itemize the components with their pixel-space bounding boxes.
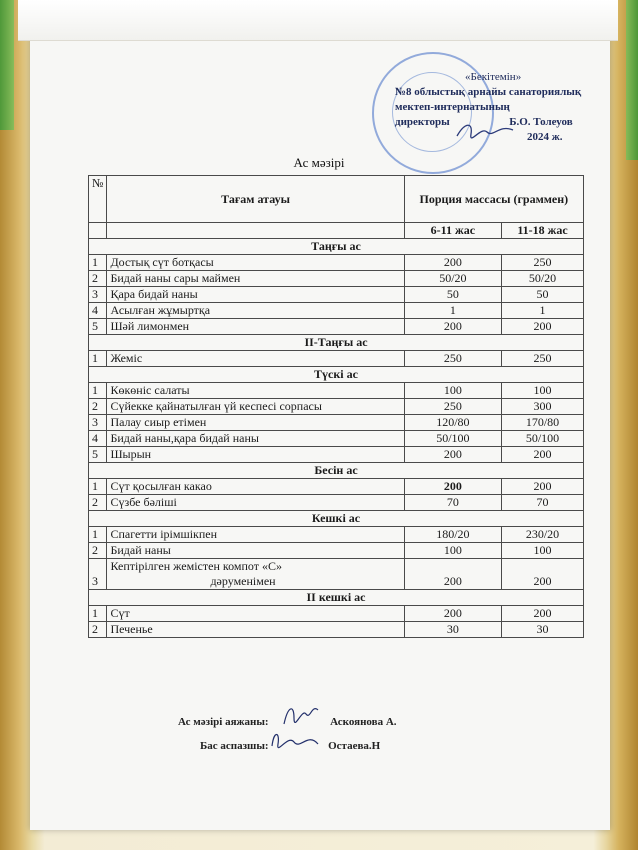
row-number: 1: [89, 479, 107, 495]
dish-name: Қара бидай наны: [110, 287, 198, 301]
portion-6-11: 200: [404, 559, 501, 590]
dish-name: Шәй лимонмен: [110, 319, 190, 333]
row-number: 1: [89, 383, 107, 399]
dish-name-cell: [107, 303, 404, 319]
table-row: [89, 559, 584, 590]
header-dish-name: Тағам атауы: [107, 176, 404, 223]
row-number: 1: [89, 351, 107, 367]
portion-6-11: 200: [404, 319, 501, 335]
header-portion: Порция массасы (граммен): [404, 176, 583, 223]
section-title: II кешкі ас: [89, 590, 584, 606]
dish-name: Сүт қосылған какао: [110, 479, 212, 493]
row-number: 3: [89, 559, 107, 590]
age-row-num-cell: [89, 223, 107, 239]
dish-name: Шырын: [110, 447, 152, 461]
table-row: [89, 622, 584, 638]
section-title: Бесін ас: [89, 463, 584, 479]
dish-name-cell: [107, 543, 404, 559]
section-title: Кешкі ас: [89, 511, 584, 527]
approval-date: 2024 ж.: [527, 131, 563, 143]
dish-name-cell: [107, 415, 404, 431]
dish-name-cell: [107, 495, 404, 511]
portion-6-11: 30: [404, 622, 501, 638]
background-left: [0, 0, 14, 130]
table-age-row: [89, 223, 584, 239]
dish-name-cell: [107, 255, 404, 271]
dish-name-cell: [107, 527, 404, 543]
portion-11-18: 30: [502, 622, 584, 638]
portion-11-18: 300: [502, 399, 584, 415]
dish-name: Кептірілген жемістен компот «С»: [110, 559, 282, 573]
table-row: [89, 527, 584, 543]
section-title: Таңғы ас: [89, 239, 584, 255]
portion-11-18: 200: [502, 447, 584, 463]
row-number: 1: [89, 606, 107, 622]
table-row: [89, 383, 584, 399]
portion-11-18: 50/20: [502, 271, 584, 287]
portion-6-11: 70: [404, 495, 501, 511]
dish-name: Бидай наны: [110, 543, 171, 557]
row-number: 2: [89, 271, 107, 287]
menu-author-label: Ас мәзірі аяжаны:: [178, 716, 269, 728]
table-row: [89, 271, 584, 287]
approval-signer: Б.О. Толеуов: [509, 116, 573, 128]
portion-6-11: 180/20: [404, 527, 501, 543]
row-number: 5: [89, 319, 107, 335]
row-number: 2: [89, 495, 107, 511]
dish-name-cell: [107, 431, 404, 447]
portion-11-18: 50/100: [502, 431, 584, 447]
row-number: 2: [89, 399, 107, 415]
portion-11-18: 200: [502, 606, 584, 622]
chef-signature: [268, 726, 320, 754]
dish-name-cell: [107, 479, 404, 495]
section-title: II-Таңғы ас: [89, 335, 584, 351]
dish-name-cell: [107, 351, 404, 367]
dish-name-cell: [107, 399, 404, 415]
portion-6-11: 100: [404, 383, 501, 399]
chef-name: Остаева.Н: [328, 740, 381, 752]
dish-name-cell: [107, 271, 404, 287]
table-row: [89, 447, 584, 463]
dish-name: Сүт: [110, 606, 130, 620]
table-row: [89, 319, 584, 335]
header-age-11-18: 11-18 жас: [502, 223, 584, 239]
dish-name-cell: [107, 287, 404, 303]
dish-name: Сүзбе бәліші: [110, 495, 177, 509]
dish-name: Достық сүт ботқасы: [110, 255, 214, 269]
dish-name: Жеміс: [110, 351, 143, 365]
portion-11-18: 170/80: [502, 415, 584, 431]
sheet-protector-top: [18, 0, 618, 41]
section-row: [89, 239, 584, 255]
portion-11-18: 200: [502, 319, 584, 335]
table-row: [89, 431, 584, 447]
background-right: [626, 0, 638, 160]
dish-name-cell: [107, 622, 404, 638]
portion-11-18: 1: [502, 303, 584, 319]
header-age-6-11: 6-11 жас: [404, 223, 501, 239]
portion-6-11: 120/80: [404, 415, 501, 431]
header-number: №: [89, 176, 107, 223]
portion-11-18: 200: [502, 479, 584, 495]
menu-author-name: Аскоянова А.: [330, 716, 397, 728]
dish-name-cell: [107, 383, 404, 399]
chef-label: Бас аспазшы:: [200, 740, 269, 752]
table-row: [89, 606, 584, 622]
dish-name: Палау сиыр етімен: [110, 415, 207, 429]
section-row: [89, 463, 584, 479]
row-number: 1: [89, 527, 107, 543]
portion-6-11: 250: [404, 399, 501, 415]
dish-name: Спагетти ірімшікпен: [110, 527, 218, 541]
row-number: 3: [89, 287, 107, 303]
portion-6-11: 50/100: [404, 431, 501, 447]
approval-line1: «Бекітемін»: [465, 71, 522, 83]
portion-6-11: 200: [404, 606, 501, 622]
section-row: [89, 590, 584, 606]
table-row: [89, 399, 584, 415]
portion-11-18: 250: [502, 255, 584, 271]
dish-name: Сүйекке қайнатылған үй кеспесі сорпасы: [110, 399, 322, 413]
table-row: [89, 495, 584, 511]
portion-6-11: 1: [404, 303, 501, 319]
row-number: 2: [89, 543, 107, 559]
portion-11-18: 100: [502, 383, 584, 399]
dish-name: Печенье: [110, 622, 153, 636]
portion-11-18: 200: [502, 559, 584, 590]
menu-title: Ас мәзірі: [293, 155, 345, 170]
dish-name-continued: дәруменімен: [210, 574, 276, 588]
row-number: 1: [89, 255, 107, 271]
dish-name: Бидай наны,қара бидай наны: [110, 431, 259, 445]
portion-11-18: 50: [502, 287, 584, 303]
dish-name-cell: [107, 319, 404, 335]
table-row: [89, 543, 584, 559]
portion-6-11: 250: [404, 351, 501, 367]
table-row: [89, 255, 584, 271]
portion-11-18: 100: [502, 543, 584, 559]
portion-11-18: 230/20: [502, 527, 584, 543]
section-row: [89, 511, 584, 527]
approval-line3: мектеп-интернатының: [395, 101, 510, 113]
portion-11-18: 250: [502, 351, 584, 367]
row-number: 4: [89, 431, 107, 447]
row-number: 2: [89, 622, 107, 638]
portion-6-11: 100: [404, 543, 501, 559]
section-row: [89, 335, 584, 351]
table-row: [89, 479, 584, 495]
dish-name-cell: [107, 447, 404, 463]
age-row-name-cell: [107, 223, 404, 239]
dish-name-cell: [107, 606, 404, 622]
portion-6-11: 50: [404, 287, 501, 303]
dish-name: Бидай наны сары маймен: [110, 271, 241, 285]
row-number: 5: [89, 447, 107, 463]
portion-6-11: 200: [404, 255, 501, 271]
menu-table: [88, 175, 584, 638]
dish-name-cell: [107, 559, 404, 590]
section-title: Түскі ас: [89, 367, 584, 383]
dish-name: Асылған жұмыртқа: [110, 303, 211, 317]
approval-line4: директоры: [395, 116, 450, 128]
table-header-row: [89, 176, 584, 223]
portion-6-11: 50/20: [404, 271, 501, 287]
table-row: [89, 351, 584, 367]
table-row: [89, 415, 584, 431]
approval-line2: №8 облыстық арнайы санаториялық: [395, 86, 582, 98]
director-signature: [455, 120, 515, 142]
portion-6-11: 200: [404, 479, 501, 495]
portion-6-11: 200: [404, 447, 501, 463]
section-row: [89, 367, 584, 383]
row-number: 4: [89, 303, 107, 319]
row-number: 3: [89, 415, 107, 431]
table-row: [89, 303, 584, 319]
dish-name: Көкөніс салаты: [110, 383, 190, 397]
portion-11-18: 70: [502, 495, 584, 511]
table-row: [89, 287, 584, 303]
